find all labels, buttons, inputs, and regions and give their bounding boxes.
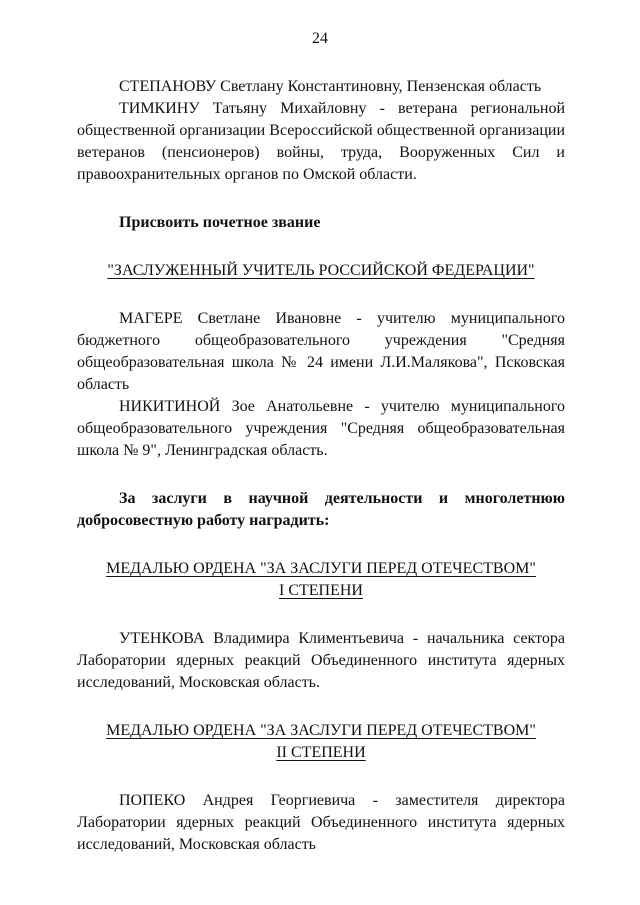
entry-magera: МАГЕРЕ Светлане Ивановне - учителю муниципального бюджетного общеобразовательного учреждения "Средняя общеобразовательная школа № 24 имени Л.И.Малякова", Псковская область — [77, 310, 565, 393]
entry-stepanova: СТЕПАНОВУ Светлану Константиновну, Пензенская область — [119, 78, 542, 95]
medal-first-degree-subtitle: I СТЕПЕНИ — [279, 582, 363, 599]
medal-second-degree-subtitle: II СТЕПЕНИ — [276, 744, 366, 761]
entry-popeko: ПОПЕКО Андрея Георгиевича - заместителя директора Лаборатории ядерных реакций Объединенного института ядерных исследований, Московская область — [77, 792, 565, 853]
science-award-heading: За заслуги в научной деятельности и многолетнюю добросовестную работу наградить: — [77, 490, 565, 529]
medal-second-degree-title: МЕДАЛЬЮ ОРДЕНА "ЗА ЗАСЛУГИ ПЕРЕД ОТЕЧЕСТВОМ" — [106, 722, 536, 739]
entry-timkina: ТИМКИНУ Татьяну Михайловну - ветерана региональной общественной организации Всероссийской общественной организации ветеранов (пенсионеров) войны, труда, Вооруженных Сил и правоохранительных органов по Омской области. — [77, 100, 565, 183]
award-title-heading: Присвоить почетное звание — [119, 214, 321, 231]
page-number: 24 — [312, 30, 328, 47]
entry-utenkov: УТЕНКОВА Владимира Климентьевича - начальника сектора Лаборатории ядерных реакций Объединенного института ядерных исследований, Московская область. — [77, 630, 565, 691]
honorary-title-name: "ЗАСЛУЖЕННЫЙ УЧИТЕЛЬ РОССИЙСКОЙ ФЕДЕРАЦИИ" — [107, 262, 535, 279]
entry-nikitina: НИКИТИНОЙ Зое Анатольевне - учителю муниципального общеобразовательного учреждения "Средняя общеобразовательная школа № 9", Ленинградская область. — [77, 398, 565, 459]
document-body — [77, 76, 565, 856]
medal-first-degree-title: МЕДАЛЬЮ ОРДЕНА "ЗА ЗАСЛУГИ ПЕРЕД ОТЕЧЕСТВОМ" — [106, 560, 536, 577]
